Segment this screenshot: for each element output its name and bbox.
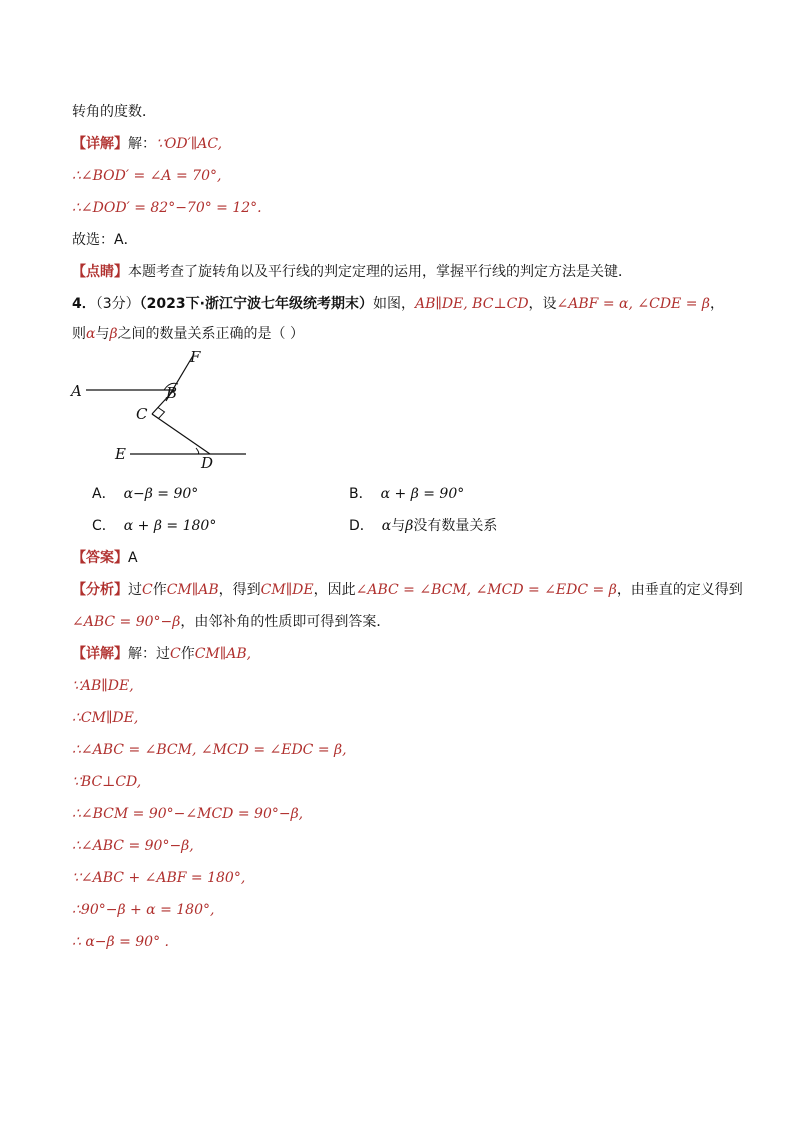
math-line: ∴ α−β = 90° . — [72, 934, 169, 950]
question-line: 则α与β之间的数量关系正确的是（ ） — [72, 326, 305, 342]
analysis-line: 【分析】过C作CM∥AB，得到CM∥DE，因此∠ABC = ∠BCM, ∠MCD = ∠EDC = β，由垂直的定义得到 — [72, 582, 743, 598]
option-b[interactable]: B． α + β = 90° — [349, 486, 465, 502]
right-angle-mark — [152, 408, 165, 419]
detail-line: 【详解】解：过C作CM∥AB, — [72, 646, 252, 662]
angle-arc-d — [196, 448, 199, 454]
comment-line: 【点睛】本题考查了旋转角以及平行线的判定定理的运用，掌握平行线的判定方法是关键． — [72, 264, 632, 280]
math-line: ∵∠ABC + ∠ABF = 180°, — [72, 870, 246, 886]
section-tag: 【详解】 — [72, 136, 128, 152]
label-f: F — [190, 348, 201, 366]
answer-line: 【答案】A — [72, 550, 138, 566]
option-d[interactable]: D． α与β没有数量关系 — [349, 518, 498, 534]
option-c[interactable]: C． α + β = 180° — [92, 518, 217, 534]
section-tag: 【详解】 — [72, 646, 128, 662]
math-line: ∵AB∥DE, — [72, 678, 134, 694]
section-tag: 【答案】 — [72, 550, 128, 566]
section-tag: 【分析】 — [72, 582, 128, 598]
label-d: D — [201, 454, 214, 472]
label-e: E — [115, 445, 126, 463]
math-line: ∵BC⊥CD, — [72, 774, 142, 790]
math-line: ∴∠DOD′ = 82°−70° = 12°. — [72, 200, 262, 216]
label-a: A — [71, 382, 82, 400]
line-cd — [152, 414, 210, 454]
section-tag: 【点睛】 — [72, 264, 128, 280]
label-b: B — [166, 384, 178, 402]
geometry-figure — [60, 345, 260, 475]
math-line: ∴90°−β + α = 180°, — [72, 902, 215, 918]
math-line: ∴CM∥DE, — [72, 710, 139, 726]
option-a[interactable]: A． α−β = 90° — [92, 486, 199, 502]
label-c: C — [136, 405, 148, 423]
math-line: ∴∠BOD′ = ∠A = 70°, — [72, 168, 222, 184]
text-line: 转角的度数． — [72, 104, 156, 120]
question-line: 4．（3分）（2023下·浙江宁波七年级统考期末）如图，AB∥DE, BC⊥CD，设∠ABF = α, ∠CDE = β， — [72, 296, 724, 312]
text-line: 故选：A． — [72, 232, 138, 248]
math-line: ∴∠ABC = ∠BCM, ∠MCD = ∠EDC = β, — [72, 742, 347, 758]
math-line: ∴∠ABC = 90°−β, — [72, 838, 194, 854]
detail-line: 【详解】解：∵OD′∥AC, — [72, 136, 223, 152]
analysis-line: ∠ABC = 90°−β，由邻补角的性质即可得到答案． — [72, 614, 391, 630]
math-line: ∴∠BCM = 90°−∠MCD = 90°−β, — [72, 806, 304, 822]
